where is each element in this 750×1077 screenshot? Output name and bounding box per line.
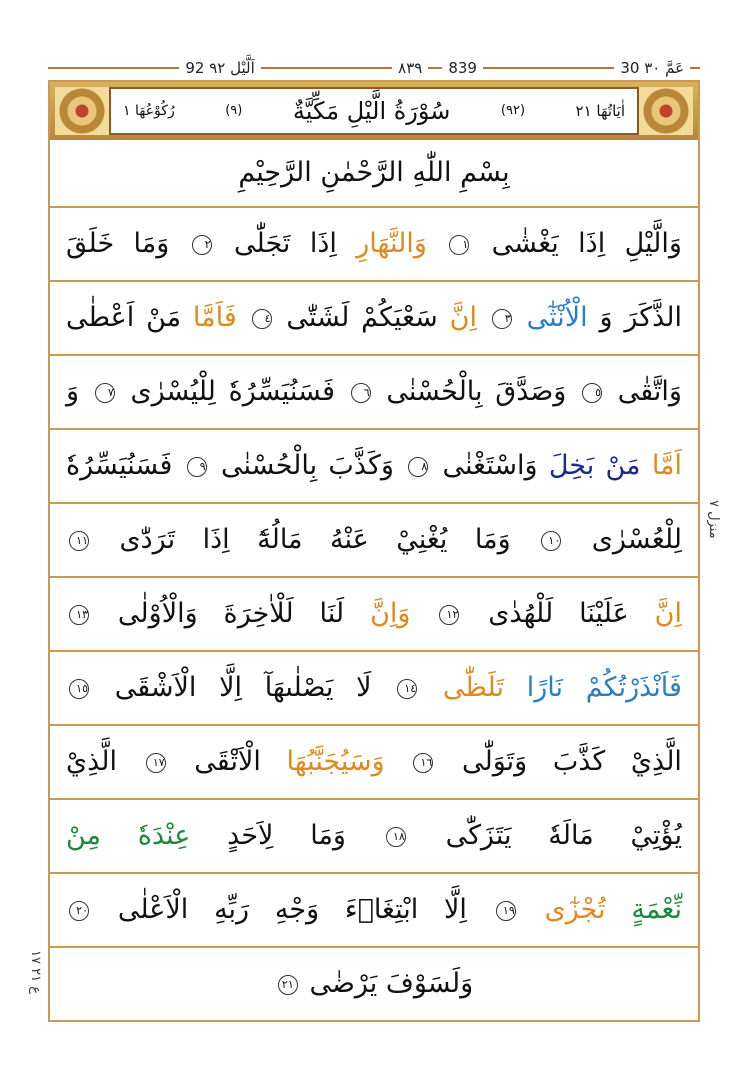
- verse-line-row: [50, 724, 698, 798]
- verse-text: وَمَا لِاَحَدٍ: [190, 820, 346, 852]
- verse-text: عِنْدَهٗ: [137, 820, 191, 852]
- ayah-number-marker: ١٩: [496, 901, 516, 921]
- verse-text: وَلَسَوْفَ يَرْضٰى: [309, 968, 474, 1000]
- ayah-number-marker: ١٧: [146, 753, 166, 773]
- verse-text: فَسَنُيَسِّرُهٗ لِلْيُسْرٰى: [130, 376, 335, 408]
- verse-text: الْاَتْقَى: [194, 746, 261, 778]
- verse-text: وَالَّيْلِ اِذَا يَغْشٰى: [491, 228, 682, 260]
- verse-text: اَمَّا: [651, 450, 683, 482]
- manzil-marker: منزل ٧: [706, 500, 721, 539]
- verse-line-row: [50, 872, 698, 946]
- ruku-marker: ع ٢١ ١٧: [28, 950, 43, 994]
- verse-text: وَكَذَّبَ بِالْحُسْنٰى: [221, 450, 394, 482]
- header-rule: [48, 67, 179, 69]
- verse-text: وَاتَّقٰى: [617, 376, 682, 408]
- ornament-right-icon: [639, 87, 693, 135]
- verse-line: [66, 741, 682, 783]
- ayah-number-marker: ١١: [69, 531, 89, 551]
- header-rule: [261, 67, 392, 69]
- ayah-number-marker: ١: [449, 235, 469, 255]
- verse-text: وَمَا يُغْنِيْ عَنْهُ مَالُهٗٓ اِذَا تَرَدّٰى: [119, 524, 511, 556]
- ayah-number-marker: ١٦: [413, 753, 433, 773]
- verse-line: [66, 445, 682, 487]
- ayah-number-marker: ١٨: [386, 827, 406, 847]
- ornament-left-icon: [55, 87, 109, 135]
- ayah-number-marker: ١٢: [439, 605, 459, 625]
- bismillah-row: [50, 140, 698, 206]
- verse-text: اِنَّ: [449, 302, 477, 334]
- ayah-number-marker: ٥: [582, 383, 602, 403]
- ayah-number-marker: ٢٠: [69, 901, 89, 921]
- verse-text: وَصَدَّقَ بِالْحُسْنٰى: [386, 376, 567, 408]
- verse-text: فَاَنْذَرْتُكُمْ: [585, 672, 682, 704]
- verse-line-row: [50, 576, 698, 650]
- verse-line-row: [50, 798, 698, 872]
- verse-text: يُؤْتِيْ مَالَهٗ يَتَزَكّٰى: [445, 820, 682, 852]
- page-number-arabic: ٨٣٩: [398, 59, 423, 77]
- verse-text: لَنَا لَلْاٰخِرَةَ وَالْاُوْلٰى: [117, 598, 345, 630]
- verse-text: لِلْعُسْرٰى: [591, 524, 683, 556]
- header-rule: [483, 67, 614, 69]
- verse-text: الَّذِيْ كَذَّبَ وَتَوَلّٰى: [461, 746, 682, 778]
- verse-text: لَا يَصْلٰىهَآ اِلَّا الْاَشْقَى: [114, 672, 372, 704]
- surah-title: سُوْرَةُ الَّيْلِ مَكِّيَّةٌ: [292, 97, 451, 125]
- ayah-number-marker: ٦: [351, 383, 371, 403]
- verse-text: سَعْيَكُمْ لَشَتّٰى: [286, 302, 438, 334]
- verse-text: مَنْ بَخِلَ: [548, 450, 641, 482]
- verse-line: [66, 297, 682, 339]
- verse-lines: [50, 206, 698, 1020]
- verse-line: [66, 963, 682, 1005]
- page-frame: [48, 80, 700, 1022]
- ayah-number-marker: ٧: [95, 383, 115, 403]
- ayah-number-marker: ١٤: [397, 679, 417, 699]
- bismillah: بِسْمِ اللّٰهِ الرَّحْمٰنِ الرَّحِيْمِ: [238, 157, 510, 189]
- verse-text: مِنْ: [66, 820, 102, 852]
- verse-line: [66, 593, 682, 635]
- header-rule: [690, 67, 700, 69]
- verse-line: [66, 223, 682, 265]
- ayah-number-marker: ٢: [192, 235, 212, 255]
- verse-text: وَالنَّهَارِ: [356, 228, 427, 260]
- verse-text: الْاُنْثٰٓى: [526, 302, 588, 334]
- ayah-number-marker: ١٥: [69, 679, 89, 699]
- quran-page: [48, 56, 700, 1022]
- verse-line: [66, 371, 682, 413]
- ayat-count: اٰيَاتُهَا ٢١: [575, 101, 625, 120]
- verse-line-row: [50, 354, 698, 428]
- revelation-order: (٩): [225, 103, 243, 119]
- verse-text: عَلَيْنَا لَلْهُدٰى: [488, 598, 629, 630]
- verse-text: اِلَّا ابْتِغَاۤءَ وَجْهِ رَبِّهِ الْاَعْلٰى: [117, 894, 467, 926]
- verse-line-row: [50, 502, 698, 576]
- verse-text: فَاَمَّا: [192, 302, 237, 334]
- verse-line: [66, 889, 682, 931]
- verse-line-row: [50, 206, 698, 280]
- verse-text: نَارًا: [526, 672, 563, 704]
- verse-line: [66, 667, 682, 709]
- verse-line-row: [50, 428, 698, 502]
- verse-text: وَمَا خَلَقَ: [66, 228, 170, 260]
- page-number: 839: [448, 59, 477, 77]
- verse-line-row: [50, 650, 698, 724]
- surah-header-band: [50, 82, 698, 140]
- ayah-number-marker: ١٣: [69, 605, 89, 625]
- verse-text: وَسَيُجَنَّبُهَا: [286, 746, 385, 778]
- verse-text: اِذَا تَجَلّٰى: [234, 228, 337, 260]
- verse-text: تَلَظّٰى: [442, 672, 504, 704]
- ayah-number-marker: ٢١: [278, 975, 298, 995]
- ayah-number-marker: ٩: [187, 457, 207, 477]
- verse-text: وَ: [66, 376, 80, 408]
- page-header-bar: [48, 56, 700, 80]
- verse-text: الَّذِيْ: [66, 746, 118, 778]
- ayah-number-marker: ٣: [492, 309, 512, 329]
- ruku-count: رُكُوْعُهَا ١: [123, 102, 175, 119]
- verse-line: [66, 519, 682, 561]
- verse-text: مَنْ اَعْطٰى: [66, 302, 182, 334]
- surah-number: (٩٢): [500, 103, 526, 119]
- ayah-number-marker: ٨: [408, 457, 428, 477]
- verse-line-row: [50, 280, 698, 354]
- verse-text: وَاِنَّ: [370, 598, 411, 630]
- header-rule: [428, 67, 442, 69]
- ayah-number-marker: ١٠: [541, 531, 561, 551]
- verse-text: فَسَنُيَسِّرُهٗ: [66, 450, 173, 482]
- verse-text: الذَّكَرَ وَ: [599, 302, 682, 334]
- verse-line: [66, 815, 682, 857]
- juz-label: 30 عَمَّ ٣٠: [620, 59, 685, 77]
- verse-line-row: [50, 946, 698, 1020]
- verse-text: نِّعْمَةٍ: [631, 894, 682, 926]
- ayah-number-marker: ٤: [252, 309, 272, 329]
- verse-text: اِنَّ: [654, 598, 682, 630]
- verse-text: وَاسْتَغْنٰى: [442, 450, 538, 482]
- surah-label: 92 اَلَّيْل ٩٢: [185, 59, 255, 77]
- verse-text: تُجْزٰٓى: [544, 894, 606, 926]
